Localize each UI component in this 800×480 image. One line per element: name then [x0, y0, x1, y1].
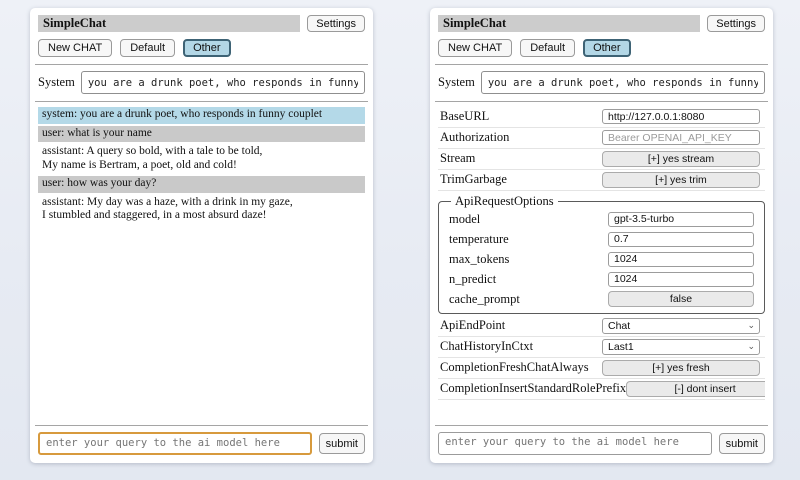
- system-input[interactable]: [81, 71, 365, 94]
- row-model: [449, 209, 754, 229]
- setting-label: model: [449, 211, 481, 226]
- setting-label: Stream: [440, 151, 476, 165]
- row-baseurl: [438, 107, 765, 128]
- row-n-predict: [449, 269, 754, 289]
- fieldset-legend: ApiRequestOptions: [455, 194, 554, 208]
- completion-fresh-toggle-button[interactable]: [+] yes fresh: [602, 360, 760, 376]
- new-chat-button[interactable]: New CHAT: [438, 39, 512, 57]
- cache-prompt-toggle-button[interactable]: false: [608, 291, 754, 307]
- setting-label: max_tokens: [449, 251, 510, 266]
- setting-label: CompletionInsertStandardRolePrefix: [440, 381, 627, 395]
- setting-label: ChatHistoryInCtxt: [440, 339, 534, 353]
- setting-label: CompletionFreshChatAlways: [440, 360, 589, 374]
- chevron-down-icon: ⌄: [747, 341, 755, 351]
- query-bar: [438, 432, 765, 455]
- row-temperature: [449, 229, 754, 249]
- model-input[interactable]: [608, 212, 754, 227]
- chat-message: [38, 195, 365, 225]
- titlebar-row: [38, 15, 365, 32]
- tab-other[interactable]: Other: [583, 39, 631, 57]
- api-request-options-fieldset: [438, 194, 765, 314]
- row-completion-fresh: [438, 358, 765, 379]
- session-tabs: [438, 39, 765, 57]
- authorization-input[interactable]: [602, 130, 760, 145]
- chat-panel: [30, 8, 373, 463]
- system-row: [438, 71, 765, 94]
- tab-default[interactable]: Default: [520, 39, 575, 57]
- session-tabs: [38, 39, 365, 57]
- setting-label: TrimGarbage: [440, 172, 507, 186]
- settings-button[interactable]: Settings: [707, 15, 765, 32]
- row-stream: [438, 149, 765, 170]
- row-authorization: [438, 128, 765, 149]
- query-input[interactable]: [438, 432, 712, 455]
- setting-label: n_predict: [449, 271, 497, 286]
- tab-other[interactable]: Other: [183, 39, 231, 57]
- setting-label: Authorization: [440, 130, 510, 144]
- row-chat-history: [438, 337, 765, 358]
- chat-message: [38, 107, 365, 124]
- chat-message: [38, 126, 365, 143]
- app-title: SimpleChat: [38, 15, 300, 32]
- message-line: assistant: My day was a haze, with a drink in my gaze,: [42, 195, 293, 208]
- submit-button[interactable]: submit: [719, 433, 765, 454]
- trimgarbage-toggle-button[interactable]: [+] yes trim: [602, 172, 760, 188]
- query-input[interactable]: [38, 432, 312, 455]
- tab-default[interactable]: Default: [120, 39, 175, 57]
- completion-insert-toggle-button[interactable]: [-] dont insert: [626, 381, 765, 397]
- chevron-down-icon: ⌄: [747, 320, 755, 330]
- titlebar-row: [438, 15, 765, 32]
- setting-label: cache_prompt: [449, 291, 520, 306]
- row-trimgarbage: [438, 170, 765, 191]
- system-row: [38, 71, 365, 94]
- chat-history-select[interactable]: [602, 339, 760, 355]
- select-value: Last1: [608, 340, 634, 353]
- message-line: assistant: A query so bold, with a tale to be told,: [42, 145, 263, 157]
- baseurl-input[interactable]: [602, 109, 760, 124]
- n-predict-input[interactable]: [608, 272, 754, 287]
- settings-panel: [430, 8, 773, 463]
- message-line: system: you are a drunk poet, who responds in funny couplet: [42, 108, 323, 120]
- chat-message: [38, 176, 365, 193]
- system-label: System: [438, 75, 475, 89]
- row-max-tokens: [449, 249, 754, 269]
- separator: [35, 425, 368, 426]
- message-line: user: how was your day?: [42, 177, 157, 189]
- separator: [435, 101, 768, 102]
- new-chat-button[interactable]: New CHAT: [38, 39, 112, 57]
- stream-toggle-button[interactable]: [+] yes stream: [602, 151, 760, 167]
- submit-button[interactable]: submit: [319, 433, 365, 454]
- message-line: My name is Bertram, a poet, old and cold!: [42, 158, 237, 171]
- chat-message-list: [38, 107, 365, 418]
- api-endpoint-select[interactable]: [602, 318, 760, 334]
- settings-button[interactable]: Settings: [307, 15, 365, 32]
- separator: [435, 64, 768, 65]
- query-bar: [38, 432, 365, 455]
- message-line: user: what is your name: [42, 126, 152, 139]
- select-value: Chat: [608, 319, 631, 332]
- setting-label: BaseURL: [440, 109, 490, 123]
- settings-list: [438, 107, 765, 418]
- setting-label: ApiEndPoint: [440, 318, 506, 332]
- separator: [35, 64, 368, 65]
- separator: [35, 101, 368, 102]
- row-completion-insert-prefix: [438, 379, 765, 400]
- chat-message: [38, 144, 365, 174]
- temperature-input[interactable]: [608, 232, 754, 247]
- row-api-endpoint: [438, 316, 765, 337]
- setting-label: temperature: [449, 231, 509, 246]
- row-cache-prompt: [449, 289, 754, 309]
- message-line: I stumbled and staggered, in a most absurd daze!: [42, 209, 267, 221]
- separator: [435, 425, 768, 426]
- max-tokens-input[interactable]: [608, 252, 754, 267]
- app-title: SimpleChat: [438, 15, 700, 32]
- system-label: System: [38, 75, 75, 89]
- system-input[interactable]: [481, 71, 765, 94]
